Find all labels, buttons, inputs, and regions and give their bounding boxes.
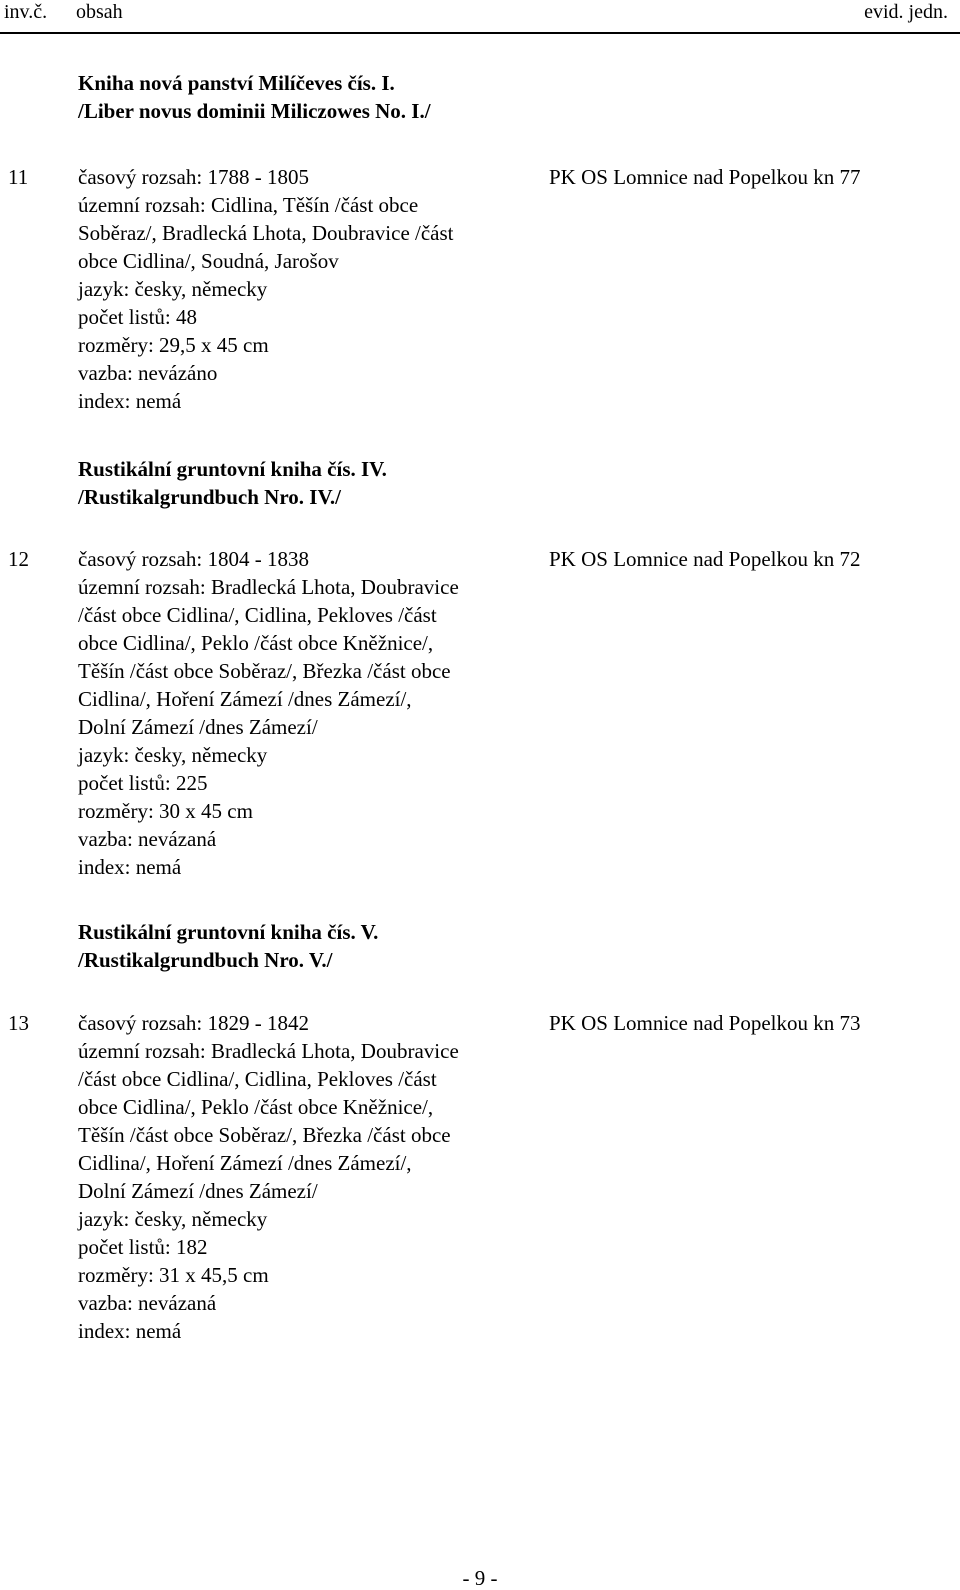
entry-detail-line: rozměry: 30 x 45 cm bbox=[78, 799, 253, 823]
entry-detail-line: jazyk: česky, německy bbox=[78, 1207, 268, 1231]
entry-detail-line: vazba: nevázaná bbox=[78, 827, 217, 851]
entry-detail-line: index: nemá bbox=[78, 855, 182, 879]
entry-detail-line: Cidlina/, Hoření Zámezí /dnes Zámezí/, bbox=[78, 687, 412, 711]
section-title bbox=[78, 455, 387, 511]
entry-signature: PK OS Lomnice nad Popelkou kn 72 bbox=[549, 547, 861, 571]
entry-detail-line: počet listů: 48 bbox=[78, 305, 197, 329]
header-record-unit-label: evid. jedn. bbox=[864, 1, 948, 23]
section-title-line: /Liber novus dominii Miliczowes No. I./ bbox=[78, 99, 431, 123]
entry-detail-line: územní rozsah: Bradlecká Lhota, Doubravice bbox=[78, 575, 459, 599]
entry-detail-line: územní rozsah: Cidlina, Těšín /část obce bbox=[78, 193, 419, 217]
entry-signature: PK OS Lomnice nad Popelkou kn 77 bbox=[549, 165, 861, 189]
section-title bbox=[78, 69, 431, 125]
entry-detail-line: rozměry: 31 x 45,5 cm bbox=[78, 1263, 269, 1287]
entry-detail-line: /část obce Cidlina/, Cidlina, Pekloves /část bbox=[78, 1067, 437, 1091]
entry-detail-line: index: nemá bbox=[78, 389, 182, 413]
entry-detail-line: vazba: nevázaná bbox=[78, 1291, 217, 1315]
entry-detail-line: časový rozsah: 1788 - 1805 bbox=[78, 165, 309, 189]
entry-detail-line: jazyk: česky, německy bbox=[78, 743, 268, 767]
entry-signature: PK OS Lomnice nad Popelkou kn 73 bbox=[549, 1011, 861, 1035]
section-title-line: Kniha nová panství Milíčeves čís. I. bbox=[78, 71, 395, 95]
entry-detail-line: /část obce Cidlina/, Cidlina, Pekloves /část bbox=[78, 603, 437, 627]
page-header bbox=[0, 0, 960, 34]
entry-detail-line: vazba: nevázáno bbox=[78, 361, 218, 385]
entry-detail-line: obce Cidlina/, Soudná, Jarošov bbox=[78, 249, 339, 273]
entry-detail-line: časový rozsah: 1829 - 1842 bbox=[78, 1011, 309, 1035]
entry-detail-line: obce Cidlina/, Peklo /část obce Kněžnice/, bbox=[78, 1095, 434, 1119]
entry-detail-line: časový rozsah: 1804 - 1838 bbox=[78, 547, 309, 571]
entry-detail-line: počet listů: 182 bbox=[78, 1235, 208, 1259]
entry-detail-line: Dolní Zámezí /dnes Zámezí/ bbox=[78, 715, 318, 739]
entry-details bbox=[78, 545, 548, 881]
entry-number: 11 bbox=[8, 165, 29, 189]
entry-detail-line: rozměry: 29,5 x 45 cm bbox=[78, 333, 269, 357]
entry-detail-line: Dolní Zámezí /dnes Zámezí/ bbox=[78, 1179, 318, 1203]
section-title-line: /Rustikalgrundbuch Nro. V./ bbox=[78, 948, 333, 972]
header-inventory-number-label: inv.č. bbox=[4, 1, 48, 23]
entry-detail-line: počet listů: 225 bbox=[78, 771, 208, 795]
section-title-line: /Rustikalgrundbuch Nro. IV./ bbox=[78, 485, 341, 509]
entry-number: 12 bbox=[8, 547, 29, 571]
entry-detail-line: územní rozsah: Bradlecká Lhota, Doubravice bbox=[78, 1039, 459, 1063]
section-title-line: Rustikální gruntovní kniha čís. IV. bbox=[78, 457, 387, 481]
entry-number: 13 bbox=[8, 1011, 29, 1035]
entry-detail-line: obce Cidlina/, Peklo /část obce Kněžnice/, bbox=[78, 631, 434, 655]
section-title-line: Rustikální gruntovní kniha čís. V. bbox=[78, 920, 379, 944]
page-number: - 9 - bbox=[462, 1566, 498, 1590]
entry-detail-line: Soběraz/, Bradlecká Lhota, Doubravice /část bbox=[78, 221, 454, 245]
header-contents-label: obsah bbox=[76, 1, 123, 23]
entry-details bbox=[78, 1009, 548, 1345]
entry-detail-line: Cidlina/, Hoření Zámezí /dnes Zámezí/, bbox=[78, 1151, 412, 1175]
entry-detail-line: jazyk: česky, německy bbox=[78, 277, 268, 301]
entry-detail-line: Těšín /část obce Soběraz/, Březka /část obce bbox=[78, 1123, 451, 1147]
entry-detail-line: Těšín /část obce Soběraz/, Březka /část obce bbox=[78, 659, 451, 683]
entry-detail-line: index: nemá bbox=[78, 1319, 182, 1343]
section-title bbox=[78, 918, 378, 974]
entry-details bbox=[78, 163, 548, 415]
